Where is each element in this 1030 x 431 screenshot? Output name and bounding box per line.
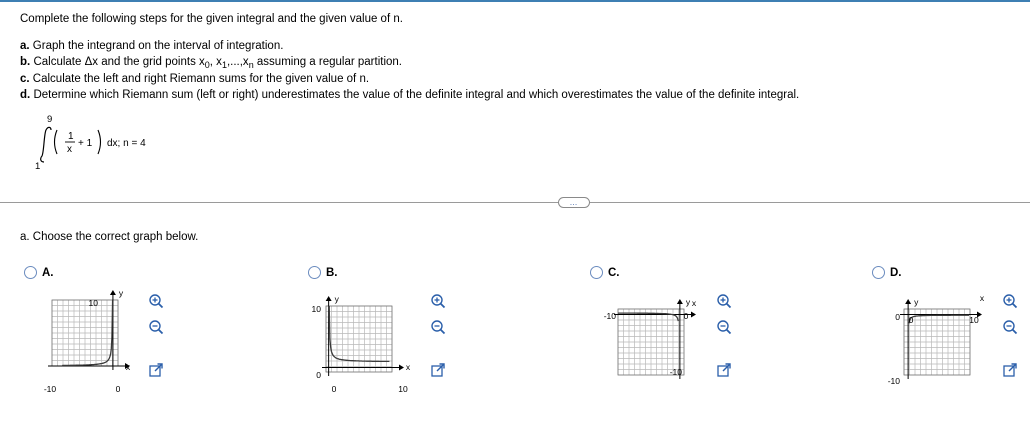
lower-limit: 1: [35, 161, 41, 172]
x-axis-label: x: [125, 362, 131, 372]
y-zero-label: 0: [895, 312, 900, 322]
x-zero-label: 0: [331, 384, 337, 394]
x-axis-label: x: [979, 293, 985, 303]
integral-expression: [30, 112, 190, 172]
x-zero-label: 0: [115, 384, 121, 394]
step-c-marker: c.: [20, 72, 30, 85]
step-b-sub0: 0: [204, 60, 210, 71]
top-accent-bar: [0, 0, 1030, 2]
x-axis-arrow: [399, 365, 404, 371]
left-paren: [55, 130, 58, 154]
zoom-out-icon[interactable]: [148, 319, 164, 335]
open-new-window-icon[interactable]: [148, 362, 164, 378]
step-a-text: Graph the integrand on the interval of integration.: [32, 40, 284, 52]
y-bottom-label: -10: [887, 376, 900, 386]
choice-d-label: D.: [890, 266, 902, 279]
y-axis-label: y: [914, 297, 919, 307]
x-min-label: -10: [43, 384, 57, 394]
choice-b-graph: [308, 286, 428, 398]
x-axis-label: x: [405, 362, 411, 372]
steps-list: [20, 38, 799, 103]
choice-b[interactable]: [308, 266, 338, 279]
y-axis-label: y: [334, 294, 339, 304]
step-b: [20, 54, 799, 70]
x-zero-label: 0: [908, 315, 914, 325]
step-b-text-after: assuming a regular partition.: [253, 56, 403, 69]
choice-c-radio[interactable]: [590, 266, 603, 279]
choice-d-graph: [876, 286, 996, 398]
step-b-text: Calculate Δx and the grid points x: [33, 56, 205, 69]
zoom-in-icon[interactable]: [430, 293, 446, 309]
open-new-window-icon[interactable]: [1002, 362, 1018, 378]
y-bottom-label: -10: [669, 367, 682, 377]
integral-sign: [41, 127, 51, 162]
y-top-label: 10: [88, 298, 98, 308]
section-divider: [0, 202, 1030, 203]
choice-b-radio[interactable]: [308, 266, 321, 279]
step-a-marker: a.: [20, 40, 30, 52]
zoom-out-icon[interactable]: [430, 319, 446, 335]
step-b-xn: ,...,x: [226, 56, 249, 69]
question-a: a. Choose the correct graph below.: [20, 231, 199, 243]
y-axis-arrow: [677, 299, 683, 304]
step-d-marker: d.: [20, 88, 31, 101]
fraction-numerator: 1: [68, 131, 74, 142]
step-a: [20, 38, 799, 54]
function-curve: [909, 315, 969, 323]
upper-limit: 9: [47, 114, 53, 125]
choice-d[interactable]: [872, 266, 902, 279]
x-min-label: -10: [603, 311, 616, 321]
graph-grid: [52, 300, 118, 366]
step-b-subn: n: [248, 60, 254, 71]
choice-a-graph: [30, 286, 150, 398]
y-axis-arrow: [905, 299, 911, 304]
zoom-out-icon[interactable]: [1002, 319, 1018, 335]
y-axis-arrow: [326, 296, 332, 301]
step-c-text: Calculate the left and right Riemann sums for the given value of n.: [32, 72, 370, 85]
choice-d-radio[interactable]: [872, 266, 885, 279]
right-paren: [98, 130, 101, 154]
step-b-sub1: 1: [221, 60, 227, 71]
choice-a-label: A.: [42, 266, 54, 279]
step-d: [20, 87, 799, 103]
y-axis-label: y: [685, 297, 691, 307]
step-c: [20, 71, 799, 87]
step-b-x1: , x: [209, 56, 222, 69]
fraction-denominator: x: [67, 144, 72, 155]
zoom-out-icon[interactable]: [716, 319, 732, 335]
zoom-in-icon[interactable]: [1002, 293, 1018, 309]
x-max-label: 10: [398, 384, 408, 394]
graph-grid: [904, 309, 970, 375]
open-new-window-icon[interactable]: [430, 362, 446, 378]
integral-tail: dx; n = 4: [107, 138, 146, 149]
graph-grid: [618, 309, 684, 375]
y-axis-label: y: [118, 288, 124, 298]
choice-b-label: B.: [326, 266, 338, 279]
problem-intro: Complete the following steps for the given integral and the given value of n.: [20, 13, 403, 25]
step-b-marker: b.: [20, 56, 31, 69]
zoom-in-icon[interactable]: [716, 293, 732, 309]
x-axis-arrow: [691, 312, 696, 318]
choice-c[interactable]: [590, 266, 620, 279]
x-max-label: 10: [969, 315, 979, 325]
y-axis-arrow: [110, 290, 116, 295]
choice-a[interactable]: [24, 266, 54, 279]
choice-c-graph: [594, 286, 714, 398]
y-zero-label: 0: [316, 370, 321, 380]
x-zero-label: 0: [683, 311, 689, 321]
step-d-text: Determine which Riemann sum (left or right) underestimates the value of the definite integral and which overestimates the value of the definite integral.: [33, 88, 800, 101]
open-new-window-icon[interactable]: [716, 362, 732, 378]
choice-a-radio[interactable]: [24, 266, 37, 279]
y-top-label: 10: [311, 304, 321, 314]
plus-one: + 1: [78, 138, 93, 149]
zoom-in-icon[interactable]: [148, 293, 164, 309]
graph-grid: [326, 306, 392, 372]
choice-c-label: C.: [608, 266, 620, 279]
expand-more-button[interactable]: …: [558, 197, 590, 208]
x-axis-label: x: [691, 298, 697, 308]
